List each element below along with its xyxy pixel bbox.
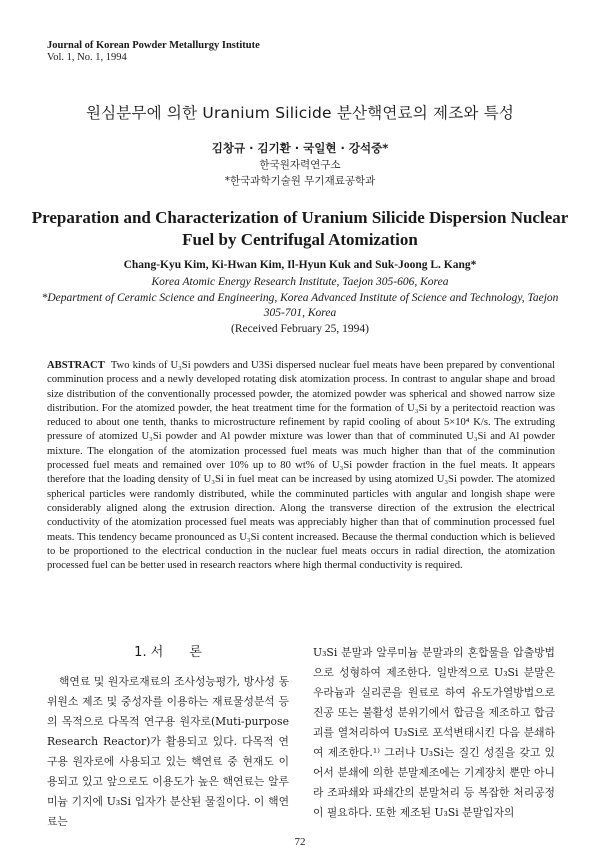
- body-column-right: [313, 643, 555, 823]
- section-heading: 1. 서 론: [134, 645, 202, 660]
- abstract-text: Two kinds of U₃Si powders and U3Si dispersed nuclear fuel meats have been prepared by conventional comminution process and a newly developed rotating disk atomization process. In contrast to angular shape and broad size distribution of the conventionally processed powder, the atomized powder was spherical and showed narrow size distribution. For the atomized powder, the heat treatment time for the formation of U₃Si by a peritectoid reaction was reduced to about one tenth, thanks to microstructure refinement by rapid cooling of about 5×10⁴ K/s. The extruding pressure of atomized U₃Si powder and Al powder mixture was lower than that of comminuted U₃Si and Al powder mixture. The elongation of the atomization processed fuel meats was much higher than that of the comminution processed fuel meats and remained over 10% up to 80 wt% of U₃Si powder fraction in the fuel meats. It appears therefore that the loading density of U₃Si in fuel meat can be increased by using atomized U₃Si powder. The atomized spherical particles were randomly distributed, while the comminuted particles with angular and longish shape were considerably aligned along the extrusion direction. Along the transverse direction of the extrusion the electrical conductivity of the atomization processed fuel meats was appreciably higher than that of comminution processed fuel meats. This tendency became pronounced as U₃Si content increased. Because the thermal conduction which is believed to be proportioned to the electrical conduction in the nuclear fuel meats occurs in radial direction, the atomization processed fuel can be better used in research reactors where high thermal conductivity is required.: [47, 360, 556, 572]
- english-affiliation-1: Korea Atomic Energy Research Institute, Taejon 305-606, Korea: [151, 276, 449, 288]
- korean-title: 원심분무에 의한 Uranium Silicide 분산핵연료의 제조와 특성: [85, 104, 515, 122]
- english-authors: Chang-Kyu Kim, Ki-Hwan Kim, Il-Hyun Kuk and Suk-Joong L. Kang*: [123, 259, 477, 271]
- page-number: 72: [294, 836, 306, 848]
- journal-header: [47, 40, 260, 64]
- journal-volume: Vol. 1, No. 1, 1994: [47, 52, 127, 63]
- body-paragraph-right: U₃Si 분말과 알루미늄 분말과의 혼합물을 압출방법으로 성형하여 제조한다. 일반적으로 U₃Si 분말은 우라늄과 실리콘을 원료로 하여 유도가열방법으로 진공 또는 불활성 분위기에서 합금을 제조하고 합금괴를 열처리하여 U₃Si로 포석변태시킨 다음 분쇄하여 제조한다.¹⁾ 그러나 U₃Si는 질긴 성질을 갖고 있어서 분쇄에 의한 분말제조에는 기계장치 뿐만 아니라 조파쇄와 파쇄간의 분말처리 등 복잡한 처리공정이 필요하다. 또한 제조된 U₃Si 분말입자의: [313, 646, 555, 819]
- journal-name: Journal of Korean Powder Metallurgy Institute: [47, 40, 260, 51]
- english-title: Preparation and Characterization of Uranium Silicide Dispersion Nuclear Fuel by Centrifugal Atomization: [31, 208, 569, 249]
- korean-affiliation-2: *한국과학기술원 무기재료공학과: [224, 175, 376, 187]
- abstract: [47, 359, 555, 573]
- body-column-left: [47, 643, 289, 832]
- korean-affiliation-1: 한국원자력연구소: [259, 159, 341, 171]
- abstract-label: ABSTRACT: [47, 360, 105, 371]
- english-affiliation-2: *Department of Ceramic Science and Engineering, Korea Advanced Institute of Science and Technology, Taejon 305-701, Korea: [41, 291, 559, 319]
- body-paragraph-left: 핵연료 및 원자로재료의 조사성능평가, 방사성 동위원소 제조 및 중성자를 이용하는 재료물성분석 등의 목적으로 다목적 연구용 원자로(Muti-purpose Research Reactor)가 활용되고 있다. 다목적 연구용 원자로에 사용되고 있는 핵연료 중 현재도 이용되고 있고 앞으로도 이용도가 높은 핵연료는 알루미늄 기지에 U₃Si 입자가 분산된 물질이다. 이 핵연료는: [47, 675, 289, 828]
- korean-authors: 김창규 · 김기환 · 국일현 · 강석중*: [211, 141, 389, 155]
- english-affiliations: [40, 275, 560, 322]
- received-date: (Received February 25, 1994): [231, 323, 369, 335]
